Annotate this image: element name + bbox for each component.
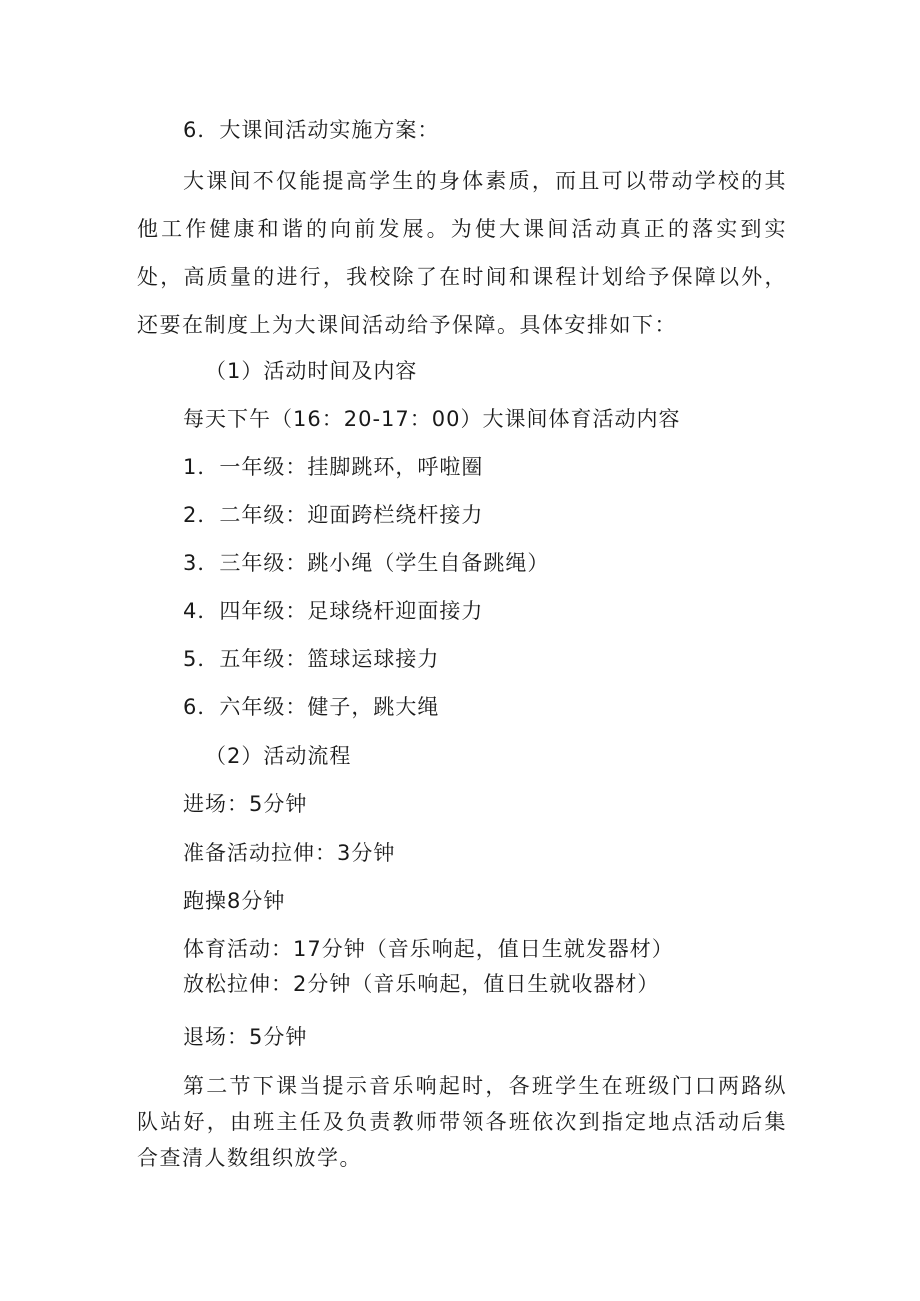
process-step: 体育活动：17分钟（音乐响起，值日生就发器材） <box>183 937 674 961</box>
process-step: 退场：5分钟 <box>183 1025 308 1049</box>
grade-item: 2．二年级：迎面跨栏绕杆接力 <box>183 503 484 527</box>
activity-time-line: 每天下午（16：20-17：00）大课间体育活动内容 <box>183 407 681 431</box>
grade-item: 4．四年级：足球绕杆迎面接力 <box>183 599 484 623</box>
process-step: 放松拉伸：2分钟（音乐响起，值日生就收器材） <box>183 972 660 996</box>
process-step: 准备活动拉伸：3分钟 <box>183 841 396 865</box>
intro-paragraph: 大课间不仅能提高学生的身体素质，而且可以带动学校的其他工作健康和谐的向前发展。为使大课间活动真正的落实到实处，高质量的进行，我校除了在时间和课程计划给予保障以外，还要在制度上为大课间活动给予保障。具体安排如下： <box>137 169 787 337</box>
section-heading: 6．大课间活动实施方案： <box>183 118 440 142</box>
grade-item: 3．三年级：跳小绳（学生自备跳绳） <box>183 551 550 575</box>
subsection-title-schedule: （1）活动时间及内容 <box>205 359 418 383</box>
closing-paragraph: 第二节下课当提示音乐响起时，各班学生在班级门口两路纵队站好，由班主任及负责教师带领各班依次到指定地点活动后集合查清人数组织放学。 <box>137 1074 787 1170</box>
grade-item: 5．五年级：篮球运球接力 <box>183 647 440 671</box>
subsection-title-process: （2）活动流程 <box>205 744 352 768</box>
grade-item: 6．六年级：健子，跳大绳 <box>183 695 440 719</box>
grade-item: 1．一年级：挂脚跳环，呼啦圈 <box>183 455 484 479</box>
process-step: 进场：5分钟 <box>183 792 308 816</box>
process-step: 跑操8分钟 <box>183 889 286 913</box>
